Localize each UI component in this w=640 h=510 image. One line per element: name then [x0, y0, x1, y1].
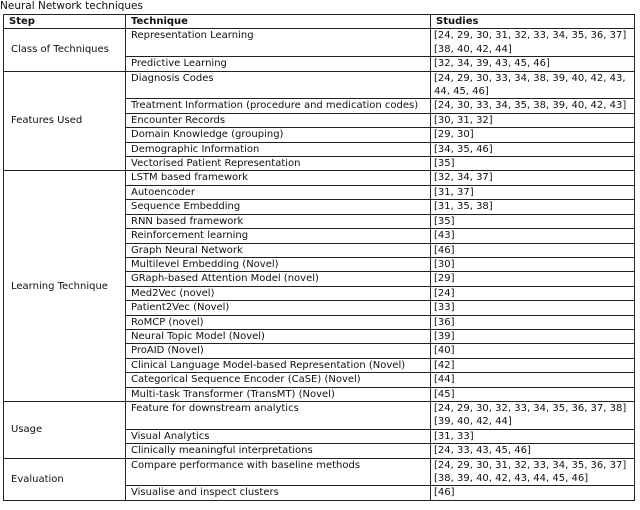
technique-cell: ProAID (Novel): [126, 344, 431, 358]
technique-cell: Clinical Language Model-based Representation (Novel): [126, 358, 431, 372]
studies-line: [46]: [434, 487, 455, 499]
studies-line: [43]: [434, 230, 455, 242]
technique-cell: Vectorised Patient Representation: [126, 157, 431, 171]
step-cell: Learning Technique: [4, 171, 126, 402]
studies-cell: [431, 243, 635, 257]
technique-cell: Graph Neural Network: [126, 243, 431, 257]
technique-cell: Encounter Records: [126, 113, 431, 127]
studies-line: 44, 45, 46]: [434, 86, 489, 98]
studies-line: [39, 40, 42, 44]: [434, 416, 512, 428]
technique-cell: Predictive Learning: [126, 57, 431, 71]
studies-line: [31, 35, 38]: [434, 201, 493, 213]
technique-cell: Representation Learning: [126, 29, 431, 57]
neural-network-techniques-table: [3, 14, 635, 501]
studies-line: [31, 37]: [434, 186, 474, 198]
table-row: [4, 458, 635, 486]
studies-line: [24, 29, 30, 32, 33, 34, 35, 36, 37, 38]: [434, 402, 627, 414]
studies-cell: [431, 458, 635, 486]
table-row: [4, 71, 635, 99]
table-row: [4, 401, 635, 429]
studies-cell: [431, 329, 635, 343]
studies-line: [32, 34, 39, 43, 45, 46]: [434, 58, 550, 70]
technique-cell: Patient2Vec (Novel): [126, 301, 431, 315]
technique-cell: Visual Analytics: [126, 429, 431, 443]
studies-line: [33]: [434, 302, 455, 314]
header-technique: Technique: [126, 15, 431, 29]
studies-cell: [431, 301, 635, 315]
studies-cell: [431, 71, 635, 99]
studies-line: [29, 30]: [434, 129, 474, 141]
studies-cell: [431, 429, 635, 443]
studies-cell: [431, 29, 635, 57]
studies-cell: [431, 99, 635, 113]
studies-line: [35]: [434, 158, 455, 170]
technique-cell: Treatment Information (procedure and medication codes): [126, 99, 431, 113]
studies-line: [36]: [434, 316, 455, 328]
technique-cell: Autoencoder: [126, 185, 431, 199]
technique-cell: LSTM based framework: [126, 171, 431, 185]
studies-cell: [431, 57, 635, 71]
studies-line: [24, 29, 30, 31, 32, 33, 34, 35, 36, 37]: [434, 30, 627, 42]
studies-cell: [431, 113, 635, 127]
studies-line: [39]: [434, 330, 455, 342]
studies-cell: [431, 358, 635, 372]
technique-cell: Multi-task Transformer (TransMT) (Novel): [126, 387, 431, 401]
header-studies: Studies: [431, 15, 635, 29]
studies-line: [42]: [434, 359, 455, 371]
technique-cell: GRaph-based Attention Model (novel): [126, 272, 431, 286]
studies-line: [24, 29, 30, 31, 32, 33, 34, 35, 36, 37]: [434, 459, 627, 471]
step-cell: Usage: [4, 401, 126, 458]
technique-cell: Categorical Sequence Encoder (CaSE) (Novel): [126, 373, 431, 387]
technique-cell: RoMCP (novel): [126, 315, 431, 329]
studies-cell: [431, 272, 635, 286]
studies-line: [35]: [434, 215, 455, 227]
studies-cell: [431, 257, 635, 271]
studies-line: [46]: [434, 244, 455, 256]
studies-line: [24, 30, 33, 34, 35, 38, 39, 40, 42, 43]: [434, 100, 627, 112]
technique-cell: Multilevel Embedding (Novel): [126, 257, 431, 271]
studies-line: [24, 33, 43, 45, 46]: [434, 445, 531, 457]
studies-line: [30, 31, 32]: [434, 114, 493, 126]
technique-cell: Med2Vec (novel): [126, 286, 431, 300]
studies-cell: [431, 286, 635, 300]
technique-cell: Sequence Embedding: [126, 200, 431, 214]
studies-line: [40]: [434, 345, 455, 357]
studies-cell: [431, 200, 635, 214]
studies-cell: [431, 185, 635, 199]
studies-cell: [431, 315, 635, 329]
studies-line: [30]: [434, 258, 455, 270]
technique-cell: Diagnosis Codes: [126, 71, 431, 99]
studies-line: [44]: [434, 374, 455, 386]
step-cell: Evaluation: [4, 458, 126, 500]
table-header-row: [4, 15, 635, 29]
table-caption: Neural Network techniques: [0, 0, 143, 12]
studies-line: [38, 40, 42, 44]: [434, 43, 512, 55]
studies-line: [32, 34, 37]: [434, 172, 493, 184]
studies-cell: [431, 401, 635, 429]
technique-cell: Demographic Information: [126, 142, 431, 156]
step-cell: Features Used: [4, 71, 126, 171]
step-cell: Class of Techniques: [4, 29, 126, 71]
studies-cell: [431, 229, 635, 243]
table-row: [4, 171, 635, 185]
technique-cell: Compare performance with baseline methods: [126, 458, 431, 486]
studies-cell: [431, 214, 635, 228]
table-row: [4, 29, 635, 57]
studies-cell: [431, 344, 635, 358]
studies-line: [24, 29, 30, 33, 34, 38, 39, 40, 42, 43,: [434, 72, 626, 84]
technique-cell: RNN based framework: [126, 214, 431, 228]
header-step: Step: [4, 15, 126, 29]
table-body: [4, 29, 635, 500]
studies-cell: [431, 373, 635, 387]
studies-cell: [431, 157, 635, 171]
studies-cell: [431, 486, 635, 500]
studies-line: [45]: [434, 388, 455, 400]
studies-line: [34, 35, 46]: [434, 143, 493, 155]
studies-line: [31, 33]: [434, 430, 474, 442]
studies-cell: [431, 171, 635, 185]
technique-cell: Neural Topic Model (Novel): [126, 329, 431, 343]
studies-cell: [431, 444, 635, 458]
technique-cell: Clinically meaningful interpretations: [126, 444, 431, 458]
studies-line: [38, 39, 40, 42, 43, 44, 45, 46]: [434, 473, 589, 484]
technique-cell: Visualise and inspect clusters: [126, 486, 431, 500]
studies-cell: [431, 142, 635, 156]
studies-line: [29]: [434, 273, 455, 285]
studies-cell: [431, 387, 635, 401]
technique-cell: Reinforcement learning: [126, 229, 431, 243]
studies-line: [24]: [434, 287, 455, 299]
technique-cell: Feature for downstream analytics: [126, 401, 431, 429]
studies-cell: [431, 128, 635, 142]
technique-cell: Domain Knowledge (grouping): [126, 128, 431, 142]
